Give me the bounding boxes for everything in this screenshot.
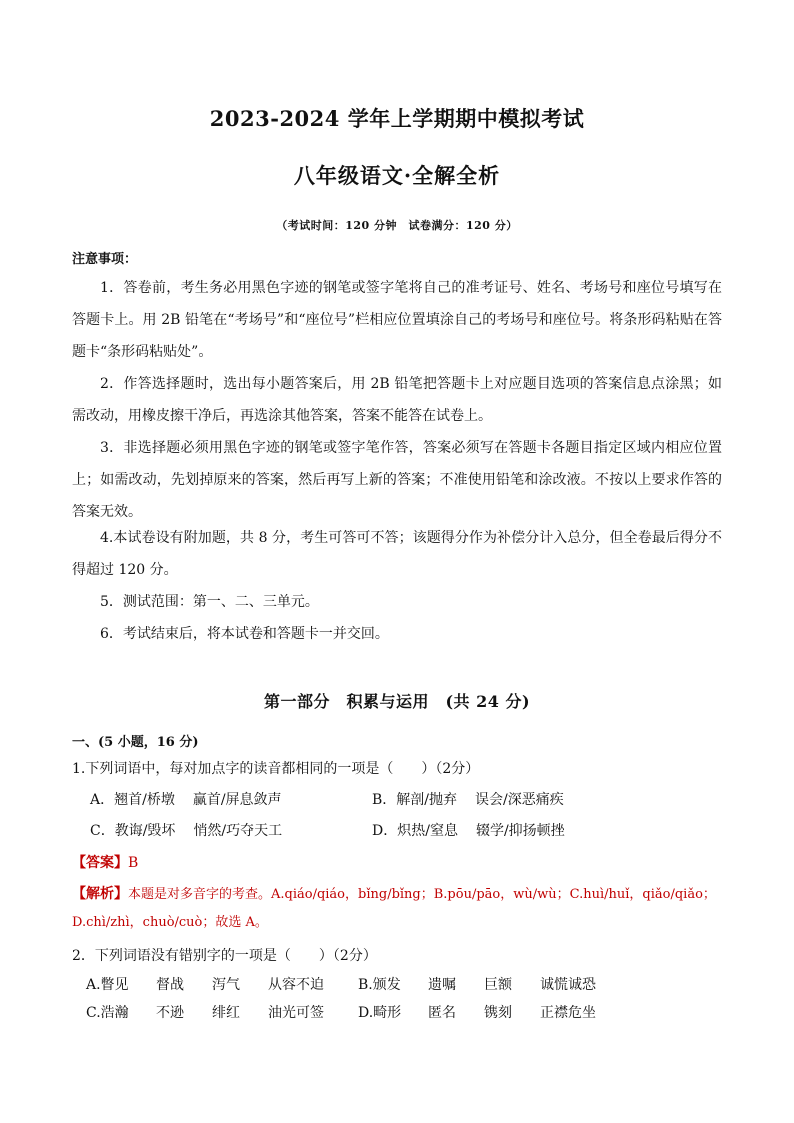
exam-title: 2023-2024 学年上学期期中模拟考试 [209, 106, 585, 131]
q1-option-b: B．解剖/抛弃 误会/深恶痛疾 [372, 792, 564, 808]
q2-word: 泻气 [212, 977, 240, 993]
q2-word: 遗嘱 [428, 977, 456, 993]
q2-word: 匿名 [428, 1005, 456, 1021]
exam-subtitle: 八年级语文·全解全析 [293, 163, 501, 188]
q1-option-a: A．翘首/桥墩 赢首/屏息敛声 [90, 792, 282, 808]
q1-stem: 1.下列词语中，每对加点字的读音都相同的一项是（ ）（2分） [72, 761, 480, 777]
q2-word: 绯红 [212, 1005, 240, 1021]
notice-item-4: 4.本试卷设有附加题，共 8 分，考生可答可不答；该题得分作为补偿分计入总分，但全卷最后得分不得超过 120 分。 [72, 530, 722, 578]
q1-analysis: 【解析】本题是对多音字的考查。A.qiáo/qiáo，bǐng/bǐng；B.pōu/pāo，wù/wù；C.huì/huǐ，qiǎo/qiǎo；D.chì/zhì，chuò/cuò；故选 A。 [72, 886, 716, 930]
q2-word: 诚慌诚恐 [540, 977, 596, 993]
q2-stem: 2．下列词语没有错别字的一项是（ ）（2分） [72, 948, 377, 964]
q2-word: 督战 [156, 977, 184, 993]
q1-answer: 【答案】B [72, 855, 139, 871]
q2-word: 正襟危坐 [540, 1005, 596, 1021]
q2-word: 不逊 [156, 1005, 184, 1021]
q2-word: 从容不迫 [268, 977, 324, 993]
q1-option-d: D．炽热/窒息 辍学/抑扬顿挫 [372, 823, 565, 839]
q2-word: D.畸形 [358, 1005, 402, 1021]
notice-item-6: 6．考试结束后，将本试卷和答题卡一并交回。 [100, 626, 389, 642]
notice-item-5: 5．测试范围：第一、二、三单元。 [100, 594, 319, 610]
q1-option-c: C．教诲/毁坏 悄然/巧夺天工 [90, 823, 283, 839]
notice-item-1: 1．答卷前，考生务必用黑色字迹的钢笔或签字笔将自己的准考证号、姓名、考场号和座位号填写在答题卡上。用 2B 铅笔在“考场号”和“座位号”栏相应位置填涂自己的考场号和座位号。将条形码粘贴在答题卡“条形码粘贴处”。 [72, 280, 722, 360]
q2-word: 镌刻 [484, 1005, 512, 1021]
q2-word: C.浩瀚 [86, 1005, 129, 1021]
notice-item-3: 3．非选择题必须用黑色字迹的钢笔或签字笔作答，答案必须写在答题卡各题目指定区域内相应位置上；如需改动，先划掉原来的答案，然后再写上新的答案；不准使用铅笔和涂改液。不按以上要求作答的答案无效。 [72, 440, 722, 520]
exam-info: （考试时间：120 分钟 试卷满分：120 分） [276, 219, 518, 232]
notice-item-2: 2．作答选择题时，选出每小题答案后，用 2B 铅笔把答题卡上对应题目选项的答案信息点涂黑；如需改动，用橡皮擦干净后，再选涂其他答案，答案不能答在试卷上。 [72, 376, 722, 424]
section-heading: 第一部分 积累与运用 (共 24 分) [263, 692, 531, 711]
q2-word: A.瞥见 [86, 977, 129, 993]
question-group-heading: 一、(5 小题，16 分) [72, 735, 199, 750]
q2-word: 油光可签 [268, 1005, 324, 1021]
notice-heading: 注意事项： [72, 252, 138, 267]
q2-word: 巨额 [484, 977, 512, 993]
q2-word: B.颁发 [358, 977, 401, 993]
